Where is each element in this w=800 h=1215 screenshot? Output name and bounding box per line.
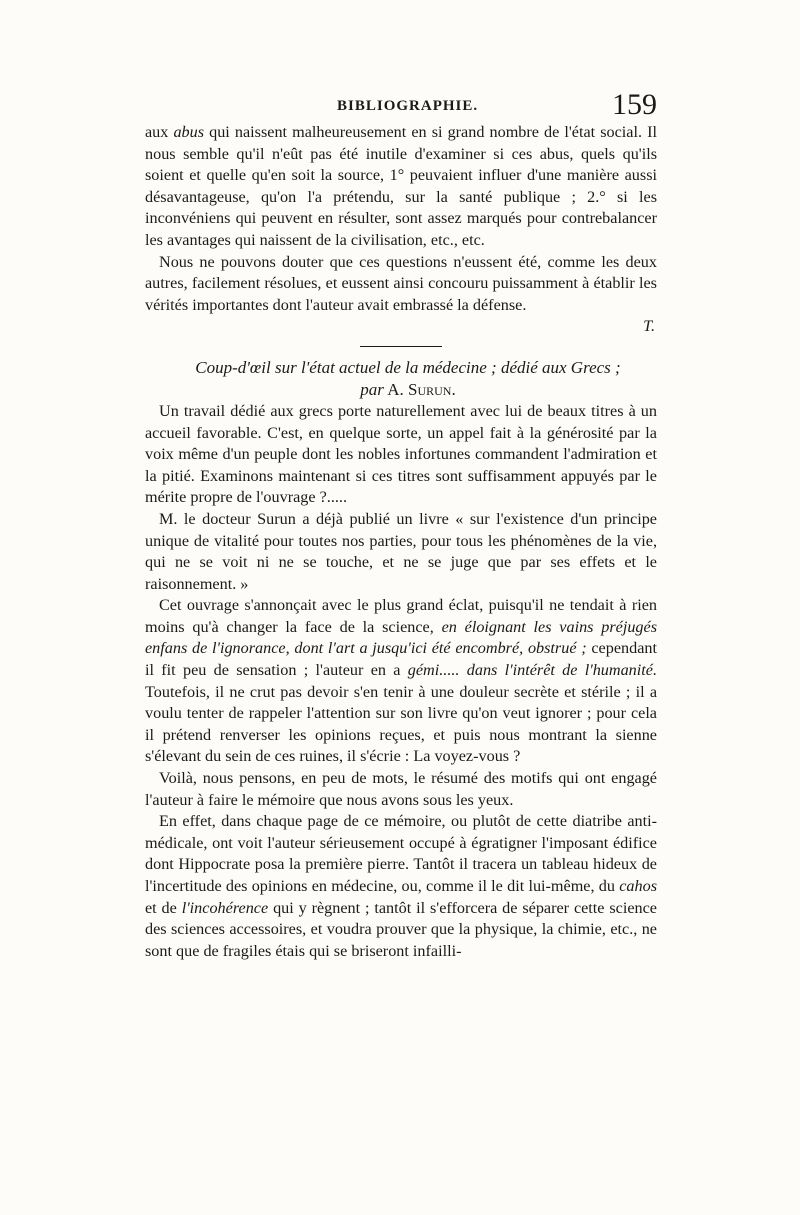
text-run: qui y règnent ; tantôt il s'efforcera de séparer cette science des sciences accessoires, et voudra prouver que la physique, la chimie, etc., ne sont que de fragiles étais qui se briseront infailli- [145, 898, 657, 960]
page-body [145, 122, 657, 962]
italic-run: cahos [619, 877, 657, 895]
text-run: aux [145, 123, 174, 141]
running-title: BIBLIOGRAPHIE. [337, 98, 479, 114]
paragraph [145, 811, 657, 962]
text-run: Toutefois, il ne crut pas devoir s'en tenir à une douleur secrète et stérile ; il a voulu tenter de rappeler l'attention sur son livre qu'on veut ignorer ; pour cela il prétend renverser les opinions reçues, et puis nous montrant la sienne s'élevant du sein de ces ruines, il s'écrie : La voyez-vous ? [145, 682, 657, 766]
text-run: En effet, dans chaque page de ce mémoire, ou plutôt de cette diatribe anti-médicale, ont voit l'auteur sérieusement occupé à égratigner l'imposant édifice dont Hippocrate posa la première pierre. Tantôt il tracera un tableau hideux de l'incertitude des opinions en médecine, ou, comme il le dit lui-même, du [145, 812, 657, 895]
italic-run: abus [173, 123, 205, 141]
paragraph: M. le docteur Surun a déjà publié un livre « sur l'existence d'un principe unique de vitalité pour toutes nos parties, pour tous les phénomènes de la vie, qui ne se voit ni ne se touche, et ne se juge que par ses effets et le raisonnement. » [145, 509, 657, 593]
article-byline [145, 379, 657, 401]
signature: T. [643, 317, 655, 336]
italic-run: en éloignant les vains préjugés enfans de l'ignorance, dont l'art a jusqu'ici été encombré, obstrué ; [145, 617, 658, 658]
signature-line [145, 316, 657, 338]
author-initial: A. [387, 379, 404, 399]
text-run: et de [145, 898, 182, 917]
text-run: Cet ouvrage s'annonçait avec le plus grand éclat, puisqu'il ne tendait à rien moins qu'à changer la face de la science, [145, 596, 657, 636]
text-run: cependant il fit peu de sensation ; l'auteur en a [145, 639, 657, 680]
text-run: qui naissent malheureusement en si grand nombre de l'état social. Il nous semble qu'il n'eût pas été inutile d'examiner si ces abus, quels qu'ils soient et quelle qu'en soit la source, 1° peuvaient influer d'une manière aussi désavantageuse, qu'on l'a prétendu, sur la santé publique ; 2.° si les inconvéniens qui peuvent en résulter, sont assez marqués pour contrebalancer les avantages qui naissent de la civilisation, etc., etc. [145, 123, 657, 249]
page-header [145, 88, 657, 122]
paragraph: Voilà, nous pensons, en peu de mots, le résumé des motifs qui ont engagé l'auteur à faire le mémoire que nous avons sous les yeux. [145, 769, 657, 809]
article-title: Coup-d'œil sur l'état actuel de la médecine ; dédié aux Grecs ; [195, 357, 621, 377]
author-name: Surun. [408, 379, 456, 399]
page-number: 159 [612, 88, 657, 121]
italic-run: l'incohérence [181, 898, 269, 917]
italic-run: gémi..... dans l'intérêt de l'humanité. [407, 661, 657, 680]
section-divider [360, 346, 442, 347]
paragraph [145, 595, 657, 768]
paragraph-continued [145, 122, 657, 252]
byline-prefix: par [360, 379, 384, 399]
paragraph: Un travail dédié aux grecs porte naturellement avec lui de beaux titres à un accueil favorable. C'est, en quelque sorte, un appel fait à la générosité par la voix même d'un peuple dont les nobles infortunes commandent l'admiration et la pitié. Examinons maintenant si ces titres sont suffisamment appuyés par le mérite propre de l'ouvrage ?..... [145, 401, 657, 507]
paragraph: Nous ne pouvons douter que ces questions n'eussent été, comme les deux autres, facilement résolues, et eussent ainsi concouru puissamment à établir les vérités importantes dont l'auteur avait embrassé la défense. [145, 252, 657, 314]
